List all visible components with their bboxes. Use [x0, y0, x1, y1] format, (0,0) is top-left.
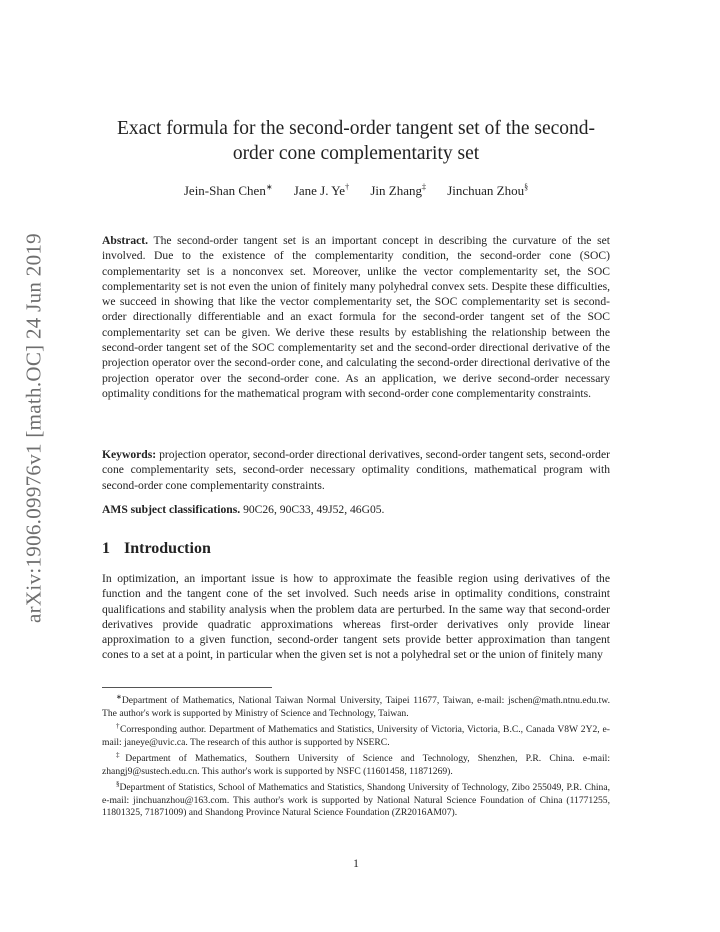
footnote: ∗Department of Mathematics, National Taiwan Normal University, Taipei 11677, Taiwan, e-mail: jschen@math.ntnu.edu.tw. The author's work is supported by Ministry of Science and Technology, Taiwan.: [102, 693, 610, 719]
author: Jin Zhang‡: [370, 183, 426, 199]
ams-label: AMS subject classifications.: [102, 503, 241, 516]
abstract: [102, 233, 610, 401]
author: Jinchuan Zhou§: [447, 183, 529, 199]
intro-paragraph: In optimization, an important issue is how to approximate the feasible region using derivatives of the function and the tangent cone of the set involved. Such needs arise in optimality conditions, constraint qualifications and stability analysis when the problem data are perturbed. In the same way that second-order derivatives provide quadratic approximations whereas first-order derivatives only provide linear approximation to a given function, second-order tangent sets provide better approximation than tangent cones to a set at a point, in particular when the given set is not a polyhedral set or the union of finitely many: [102, 572, 610, 662]
keywords-label: Keywords:: [102, 448, 157, 461]
paper-title: Exact formula for the second-order tangent set of the second-order cone complementarity set: [116, 118, 596, 164]
abstract-text: The second-order tangent set is an important concept in describing the curvature of the set involved. Due to the existence of the complementarity condition, the second-order cone (SOC) complementarity set is a nonconvex set. Moreover, unlike the vector complementarity set, the SOC complementarity set is not even the union of finitely many polyhedral convex sets. Despite these difficulties, we succeed in showing that like the vector complementarity set, the SOC complementarity set is second-order directionally differentiable and an exact formula for the second-order tangent set of the SOC complementarity set can be given. We derive these results by establishing the relationship between the second-order tangent set of the SOC complementarity set and the second-order directional derivative of the projection operator over the second-order cone, and calculating the second-order directional derivative of the projection operator over the second-order cone. As an application, we derive second-order necessary optimality conditions for the mathematical program with second-order cone complementarity constraints.: [102, 234, 610, 400]
page-number: 1: [353, 857, 359, 870]
arxiv-identifier: arXiv:1906.09976v1 [math.OC] 24 Jun 2019: [21, 233, 46, 623]
footnote: §Department of Statistics, School of Mathematics and Statistics, Shandong University of Technology, Zibo 255049, P.R. China, e-mail: jinchuanzhou@163.com. This author's work is supported by National Natural Science Foundation of China (11771255, 11801325, 71871009) and Shandong Province Natural Science Foundation (ZR2016AM07).: [102, 780, 610, 818]
section-title: Introduction: [124, 540, 211, 557]
author: Jane J. Ye†: [293, 183, 350, 199]
footnote: ‡Department of Mathematics, Southern University of Science and Technology, Shenzhen, P.R. China. e-mail: zhangj9@sustech.edu.cn. This author's work is supported by NSFC (11601458, 11871269).: [102, 751, 611, 777]
footnote: †Corresponding author. Department of Mathematics and Statistics, University of Victoria, Victoria, B.C., Canada V8W 2Y2, e-mail: janeye@uvic.ca. The research of this author is supported by NSERC.: [102, 722, 611, 748]
section-number: 1: [102, 540, 110, 557]
footnote-rule: [102, 687, 272, 688]
footnotes: [102, 691, 610, 819]
author: Jein-Shan Chen∗: [183, 183, 273, 199]
section-heading: [102, 540, 211, 558]
abstract-label: Abstract.: [102, 234, 149, 247]
ams-classification: [102, 502, 610, 517]
author-list: [100, 183, 612, 199]
keywords-text: projection operator, second-order directional derivatives, second-order tangent sets, second-order cone complementarity sets, second-order necessary optimality conditions, mathematical program with second-order cone complementarity constraints.: [102, 448, 610, 492]
keywords: [102, 447, 610, 493]
ams-text: 90C26, 90C33, 49J52, 46G05.: [243, 503, 385, 516]
